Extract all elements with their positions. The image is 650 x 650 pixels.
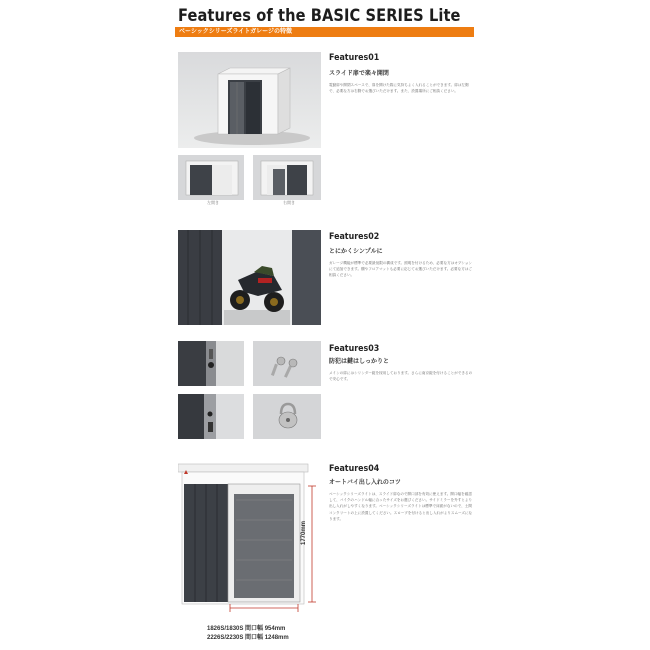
dimension-line-2: 2226S/2230S 間口幅 1248mm — [207, 635, 289, 641]
dimension-line-1: 1826S/1830S 間口幅 954mm — [207, 626, 286, 632]
shed-main-photo — [178, 52, 321, 148]
banner-subtitle: ベーシックシリーズライトガレージの特徴 — [179, 29, 292, 35]
feature02-body: ガレージ機能が標準で必要最低限の構成です。照明を付けるため、必要な方はオプションにて追加できます。棚やフロアマットも必要に応じてお選びいただけます。必要な方はご相談ください。 — [329, 261, 473, 278]
motorcycle-garage-photo — [178, 230, 321, 325]
padlock-photo — [253, 394, 321, 439]
feature02-subtitle: とにかくシンプルに — [329, 249, 383, 255]
feature03-body: メインの扉にはシリンダー錠を採用しております。さらに南京錠を付けることができるので安心です。 — [329, 371, 473, 382]
feature01-title: Features01 — [329, 53, 380, 63]
caption-right-open: 右開き — [283, 200, 295, 205]
title-banner — [175, 27, 474, 37]
feature01-body: 電動扉や開閉スペースで、扉を開けた際に気持ちよく入れることができます。扉は左側で、必要な方は右側でお選びいただけます。また、設置場所にご相談ください。 — [329, 83, 469, 94]
feature03-subtitle: 防犯は鍵はしっかりと — [329, 359, 390, 365]
shed-dimension-drawing — [178, 460, 318, 625]
height-dimension-label: 1770mm — [301, 520, 307, 545]
feature04-subtitle: オートバイ出し入れのコツ — [329, 480, 401, 486]
feature02-title: Features02 — [329, 232, 380, 242]
feature04-body: ベーシックシリーズライトは、スライド扉なので開口部を有効に使えます。開口幅を確認して、バイクのハンドル幅に合ったサイズをお選びください。サイドミラーを外すとより出し入れがしやすくなります。ベーシックシリーズライトは標準で床面がないので、土間コンクリートの上に設置してください。スロープを付けると出し入れがよりスムーズになります。 — [329, 492, 473, 521]
feature01-subtitle: スライド扉で楽々開閉 — [329, 71, 389, 77]
page-title: Features of the BASIC SERIES Lite — [178, 6, 461, 26]
feature03-title: Features03 — [329, 344, 380, 354]
door-handle-photo — [178, 394, 244, 439]
caption-left-open: 左開き — [207, 200, 219, 205]
feature04-title: Features04 — [329, 464, 380, 474]
door-lock-photo — [178, 341, 244, 386]
shed-left-open-photo — [178, 155, 244, 200]
shed-right-open-photo — [253, 155, 321, 200]
shed-illustration — [178, 52, 321, 148]
keys-photo — [253, 341, 321, 386]
